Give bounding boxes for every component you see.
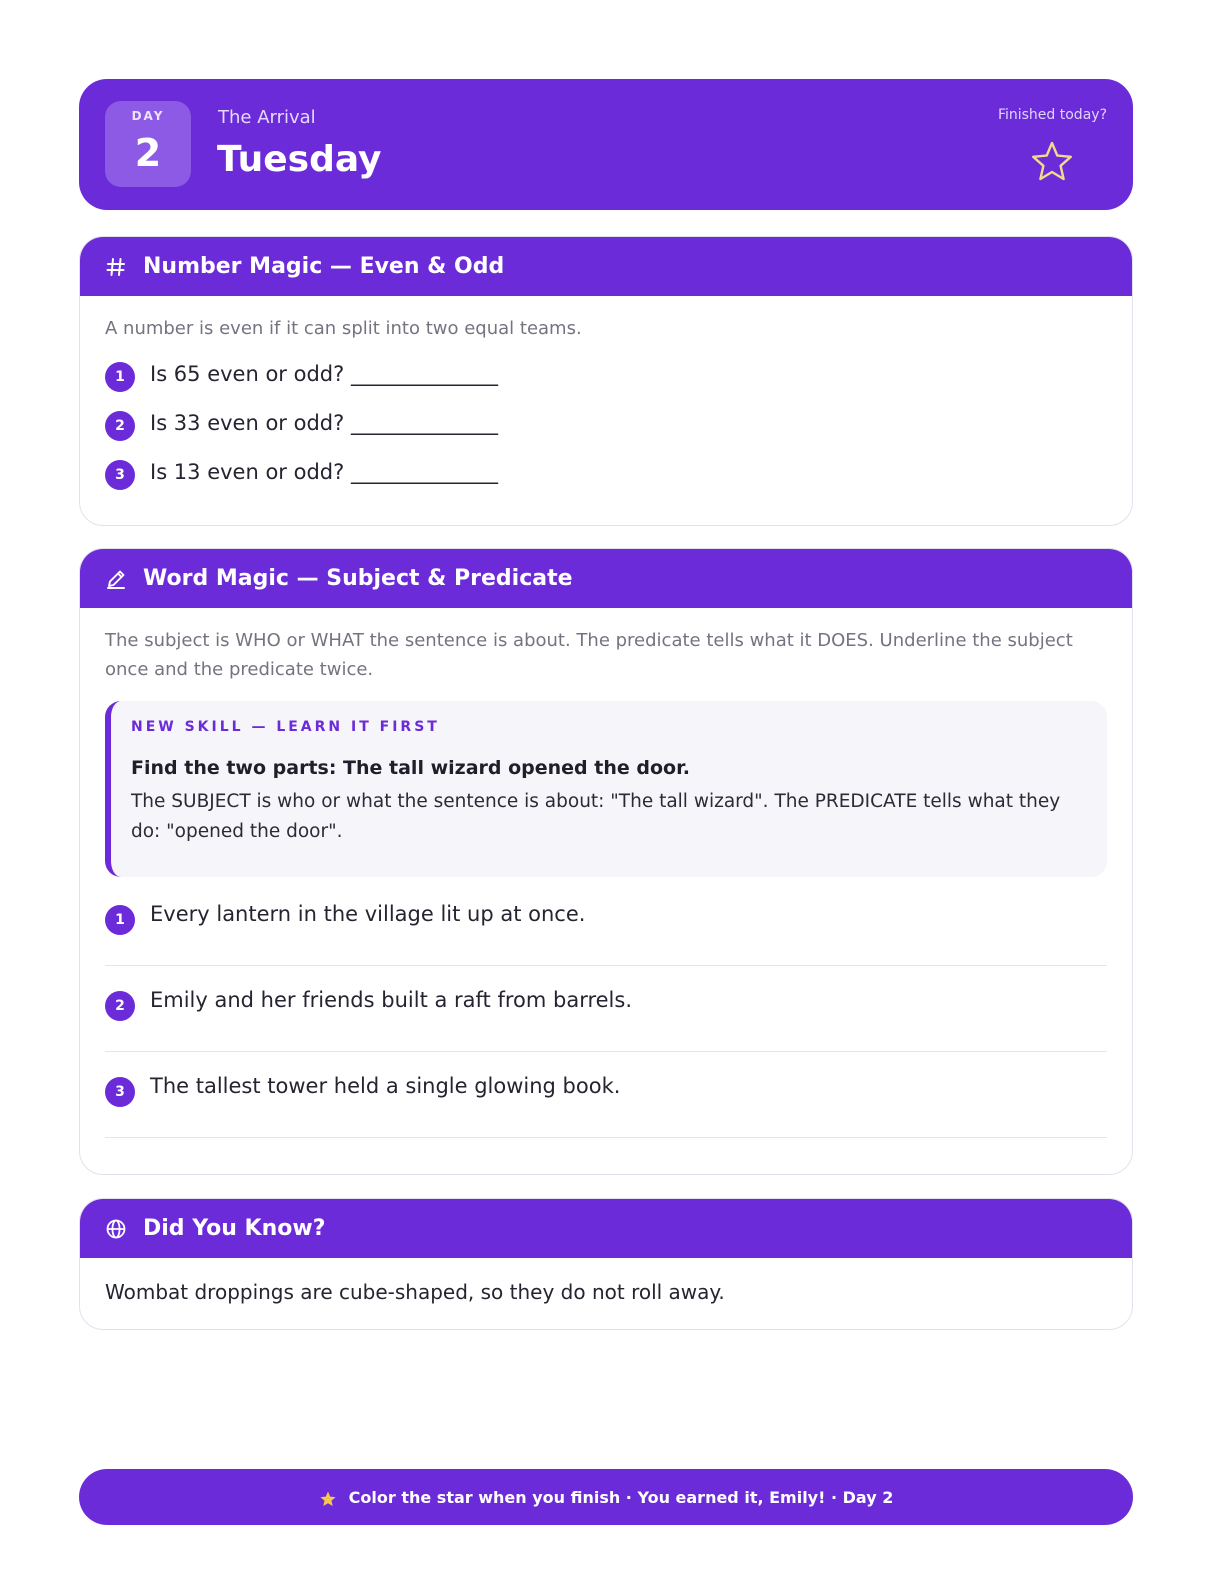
question-number: 2 <box>105 411 135 441</box>
sentence-text: The tallest tower held a single glowing book. <box>150 1074 621 1098</box>
fact-text: Wombat droppings are cube-shaped, so they do not roll away. <box>105 1280 725 1304</box>
skill-heading: Find the two parts: The tall wizard opened the door. <box>131 757 690 779</box>
day-label: DAY <box>131 109 165 123</box>
day-number: 2 <box>134 131 162 175</box>
card-header <box>80 237 1132 296</box>
day-header <box>79 79 1133 210</box>
card-title: Number Magic — Even & Odd <box>143 254 505 279</box>
footer-text: Color the star when you finish · You earned it, Emily! · Day 2 <box>348 1487 894 1507</box>
sentence-item <box>105 880 1107 966</box>
number-magic-card <box>79 236 1133 526</box>
question-text: Is 13 even or odd? ______________ <box>150 460 498 484</box>
globe-icon <box>105 1218 127 1240</box>
question-item <box>105 408 1107 438</box>
question-text: Is 65 even or odd? ______________ <box>150 362 498 386</box>
card-header <box>80 1199 1132 1258</box>
skill-tag: NEW SKILL — LEARN IT FIRST <box>131 719 440 735</box>
hash-icon <box>105 256 127 278</box>
skill-explanation: The SUBJECT is who or what the sentence is about: "The tall wizard". The PREDICATE tells what they do: "opened the door". <box>131 791 1061 842</box>
sentence-item <box>105 1052 1107 1138</box>
star-icon[interactable] <box>1030 139 1074 183</box>
pencil-icon <box>105 568 127 590</box>
question-text: Is 33 even or odd? ______________ <box>150 411 498 435</box>
footer-banner <box>79 1469 1133 1525</box>
sentence-number: 2 <box>105 991 135 1021</box>
question-number: 1 <box>105 362 135 392</box>
star-icon <box>319 1490 337 1508</box>
new-skill-box <box>105 701 1107 877</box>
question-item <box>105 457 1107 487</box>
section-hint: The subject is WHO or WHAT the sentence is about. The predicate tells what it DOES. Underline the subject once and the predicate twice. <box>105 630 1073 680</box>
question-number: 3 <box>105 460 135 490</box>
finished-label: Finished today? <box>997 107 1107 123</box>
card-title: Did You Know? <box>143 1216 326 1241</box>
section-hint: A number is even if it can split into two equal teams. <box>105 318 582 339</box>
sentence-number: 1 <box>105 905 135 935</box>
card-title: Word Magic — Subject & Predicate <box>143 566 573 591</box>
card-header <box>80 549 1132 608</box>
sentence-text: Every lantern in the village lit up at once. <box>150 902 586 926</box>
day-title: Tuesday <box>217 139 382 180</box>
question-item <box>105 359 1107 389</box>
sentence-number: 3 <box>105 1077 135 1107</box>
sentence-item <box>105 966 1107 1052</box>
day-subtitle: The Arrival <box>218 107 316 128</box>
word-magic-card <box>79 548 1133 1175</box>
sentence-text: Emily and her friends built a raft from barrels. <box>150 988 633 1012</box>
day-badge <box>105 101 191 187</box>
did-you-know-card <box>79 1198 1133 1330</box>
